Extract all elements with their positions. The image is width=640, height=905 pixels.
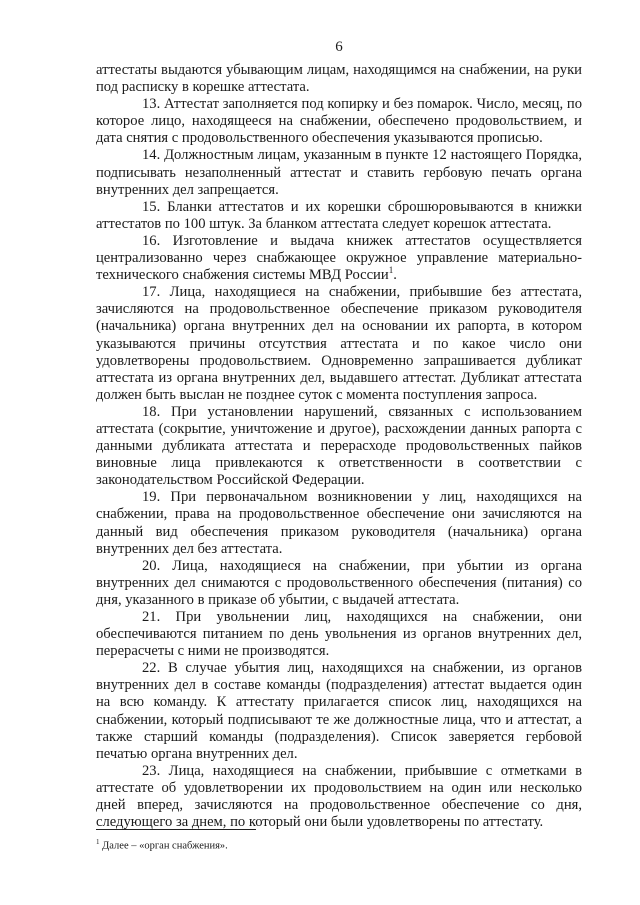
paragraph-16: 16. Изготовление и выдача книжек аттестатов осуществляется централизованно через снабжающее окружное управление материально-технического снабжения системы МВД России$^1$. [96,232,582,284]
paragraph-20: 20. Лица, находящиеся на снабжении, при убытии из органа внутренних дел снимаются с продовольственного обеспечения (питания) со дня, указанного в приказе об убытии, с выдачей аттестата. [96,557,582,608]
document-body [96,62,582,831]
footnote-divider [96,829,256,830]
paragraph-16-text: 16. Изготовление и выдача книжек аттестатов осуществляется централизованно через снабжающее окружное управление материально-технического снабжения системы МВД России [96,232,582,284]
paragraph-19: 19. При первоначальном возникновении у лиц, находящихся на снабжении, права на продовольственное обеспечение они зачисляются на данный вид обеспечения приказом руководителя (начальника) органа внутренних дел без аттестата. [96,489,582,557]
paragraph-22: 22. В случае убытия лиц, находящихся на снабжении, из органов внутренних дел в составе команды (подразделения) аттестат выдается один на всю команду. К аттестату прилагается список лиц, находящихся на снабжении, который подписывают те же должностные лица, что и аттестат, а также старший команды (подразделения). Список заверяется гербовой печатью органа внутренних дел. [96,660,582,762]
paragraph-23: 23. Лица, находящиеся на снабжении, прибывшие с отметками в аттестате об удовлетворении их продовольствием на один или несколько дней вперед, зачисляются на продовольственное обеспечение со дня, следующего за днем, по который они были удовлетворены по аттестату. [96,762,582,831]
footnote-body: Далее – «орган снабжения». [102,840,228,852]
paragraph-15: 15. Бланки аттестатов и их корешки сброшюровываются в книжки аттестатов по 100 штук. За бланком аттестата следует корешок аттестата. [96,198,582,232]
paragraph-18: 18. При установлении нарушений, связанных с использованием аттестата (сокрытие, уничтожение и другое), расхождении данных рапорта с данными дубликата аттестата и перерасходе продовольственных пайков виновные лица привлекаются к ответственности в соответствии с законодательством Российской Федерации. [96,403,582,489]
paragraph-14: 14. Должностным лицам, указанным в пункте 12 настоящего Порядка, подписывать незаполненный аттестат и ставить гербовую печать органа внутренних дел запрещается. [96,147,582,198]
footnote-marker: 1 [96,838,100,846]
page-number: 6 [335,39,343,55]
footnote-text [96,836,582,853]
footnote-reference[interactable]: 1 [388,265,394,276]
paragraph-continuation: аттестаты выдаются убывающим лицам, находящимся на снабжении, на руки под расписку в корешке аттестата. [96,62,582,96]
paragraph-13: 13. Аттестат заполняется под копирку и без помарок. Число, месяц, по которое лицо, находящееся на снабжении, обеспечено продовольствием, и дата снятия с продовольственного обеспечения указываются прописью. [96,96,582,147]
paragraph-21: 21. При увольнении лиц, находящихся на снабжении, они обеспечиваются питанием по день увольнения из органов внутренних дел, перерасчеты с ними не производятся. [96,609,582,660]
footnote [96,829,582,853]
paragraph-17: 17. Лица, находящиеся на снабжении, прибывшие без аттестата, зачисляются на продовольственное обеспечение приказом руководителя (начальника) органа внутренних дел на основании их рапорта, в котором указываются причины отсутствия аттестата и по какое число они удовлетворены продовольствием. Одновременно запрашивается дубликат аттестата из органа внутренних дел, выдавшего аттестат. Дубликат аттестата должен быть выслан не позднее суток с момента поступления запроса. [96,284,582,403]
